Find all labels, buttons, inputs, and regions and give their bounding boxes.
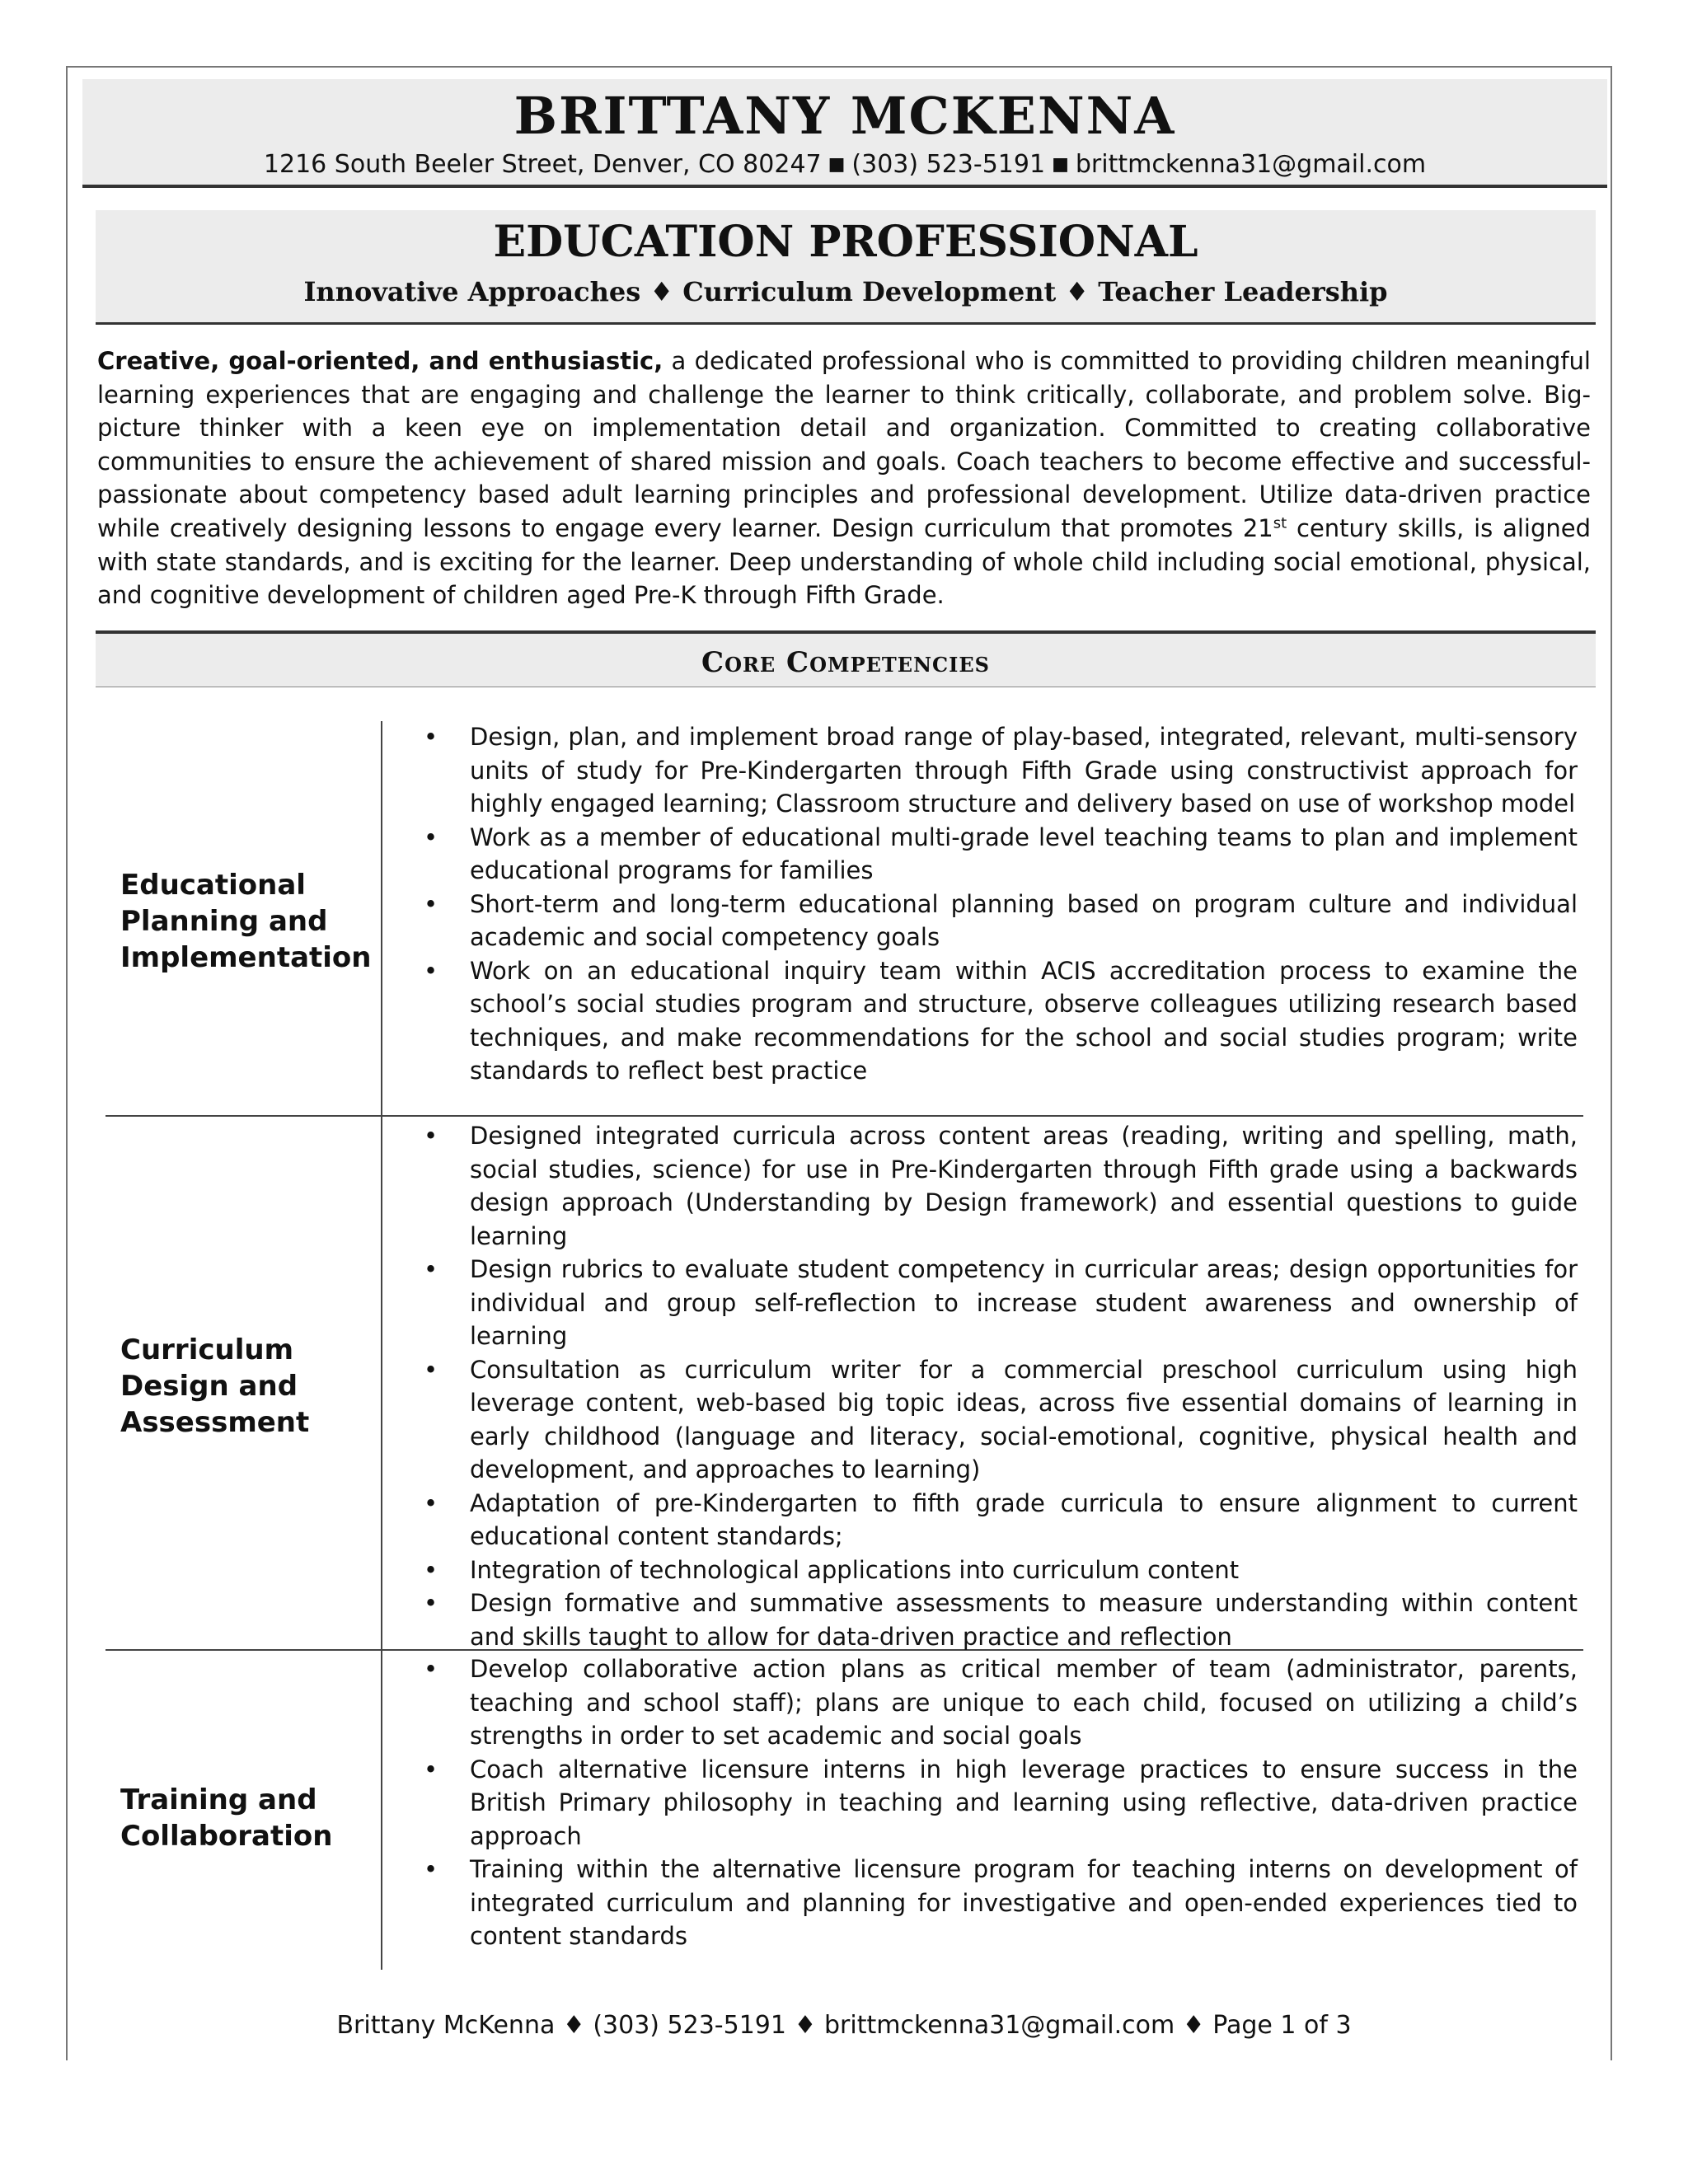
bullet: • (424, 723, 438, 751)
bullet: • (424, 1122, 438, 1150)
bullet: • (424, 1755, 438, 1783)
list-item: • Work as a member of educational multi-grade level teaching teams to plan and implement educational programs for families (412, 821, 1578, 888)
separator-square: ■ (1052, 154, 1069, 175)
competency-list (412, 720, 1578, 1088)
professional-subtitle: Innovative Approaches ♦ Curriculum Development ♦ Teacher Leadership (303, 276, 1388, 307)
footer-email-link[interactable]: brittmckenna31@gmail.com (823, 2011, 1175, 2040)
summary-text-part2: century skills, is aligned with state standards, and is exciting for the learner. Deep understanding of whole child including social emotional, physical, and cognitive development of children aged Pre-K through Fifth Grade. (97, 513, 1591, 610)
table-column-divider (381, 721, 382, 1970)
list-item: • Short-term and long-term educational planning based on program culture and individual academic and social competency goals (412, 888, 1578, 954)
page-footer (0, 2011, 1688, 2040)
address: 1216 South Beeler Street, Denver, CO 80247 (263, 150, 822, 179)
bullet: • (424, 823, 438, 851)
footer-name: Brittany McKenna (336, 2011, 556, 2040)
list-item: • Design rubrics to evaluate student competency in curricular areas; design opportunities for individual and group self-reflection to increase student awareness and ownership of learning (412, 1253, 1578, 1353)
header-divider (82, 185, 1607, 188)
candidate-name: BRITTANY MCKENNA (513, 86, 1176, 146)
contact-line (82, 148, 1607, 181)
bullet: • (424, 889, 438, 918)
category-label: Training and Collaboration (120, 1783, 333, 1853)
list-item: • Design, plan, and implement broad range of play-based, integrated, relevant, multi-sensory units of study for Pre-Kindergarten through Fifth Grade using constructivist approach for highly engaged learning; Classroom structure and delivery based on use of workshop model (412, 720, 1578, 821)
list-item: • Consultation as curriculum writer for a commercial preschool curriculum using high leverage content, web-based big topic ideas, across five essential domains of learning in early childhood (language and literacy, social-emotional, cognitive, physical health and development, and approaches to learning) (412, 1353, 1578, 1487)
separator-square: ■ (828, 154, 846, 175)
competency-list (412, 1652, 1578, 1953)
bullet: • (424, 1855, 438, 1883)
list-item: • Designed integrated curricula across content areas (reading, writing and spelling, math, social studies, science) for use in Pre-Kindergarten through Fifth grade using a backwards design approach (Understanding by Design framework) and essential questions to guide learning (412, 1119, 1578, 1253)
email-link[interactable]: brittmckenna31@gmail.com (1075, 150, 1427, 179)
name-header (82, 79, 1607, 185)
list-item: • Training within the alternative licensure program for teaching interns on development of integrated curriculum and planning for investigative and open-ended experiences tied to content standards (412, 1853, 1578, 1953)
title-divider (96, 322, 1596, 325)
footer-separator: ♦ (794, 2011, 817, 2040)
category-label: Educational Planning and Implementation (120, 869, 372, 974)
phone: (303) 523-5191 (851, 150, 1046, 179)
summary-paragraph (97, 344, 1591, 612)
competency-list (412, 1119, 1578, 1653)
list-item: • Develop collaborative action plans as critical member of team (administrator, parents, teaching and school staff); plans are unique to each child, focused on utilizing a child’s strengths in order to set academic and social goals (412, 1652, 1578, 1753)
section-heading: Core Competencies (701, 646, 990, 679)
category-label: Curriculum Design and Assessment (120, 1333, 310, 1439)
footer-separator: ♦ (562, 2011, 585, 2040)
bullet: • (424, 1355, 438, 1384)
list-item: • Work on an educational inquiry team within ACIS accreditation process to examine the school’s social studies program and structure, observe colleagues utilizing research based techniques, and make recommendations for the school and social studies program; write standards to reflect best practice (412, 954, 1578, 1088)
title-block (96, 210, 1596, 322)
summary-text-part1: a dedicated professional who is committed to providing children meaningful learning experiences that are engaging and challenge the learner to think critically, collaborate, and problem solve. Big-picture thinker with a keen eye on implementation detail and organization. Committed to creating collaborative communities to ensure the achievement of shared mission and goals. Coach teachers to become effective and successful-passionate about competency based adult learning principles and professional development. Utilize data-driven practice while creatively designing lessons to engage every learner. Design curriculum that promotes 21 (97, 347, 1591, 542)
table-row-divider (106, 1115, 1583, 1117)
page-number: Page 1 of 3 (1212, 2011, 1352, 2040)
bullet: • (424, 1555, 438, 1584)
summary-superscript: st (1273, 514, 1287, 532)
footer-separator: ♦ (1182, 2011, 1205, 2040)
bullet: • (424, 956, 438, 985)
list-item: • Adaptation of pre-Kindergarten to fifth grade curricula to ensure alignment to current educational content standards; (412, 1487, 1578, 1554)
bullet: • (424, 1255, 438, 1283)
footer-phone: (303) 523-5191 (593, 2011, 786, 2040)
list-item: • Integration of technological applications into curriculum content (412, 1554, 1578, 1587)
bullet: • (424, 1589, 438, 1617)
list-item: • Coach alternative licensure interns in high leverage practices to ensure success in the British Primary philosophy in teaching and learning using reflective, data-driven practice approach (412, 1753, 1578, 1854)
bullet: • (424, 1488, 438, 1517)
bullet: • (424, 1655, 438, 1683)
core-heading-band (96, 634, 1596, 687)
list-item: • Design formative and summative assessments to measure understanding within content and skills taught to allow for data-driven practice and reflection (412, 1586, 1578, 1653)
summary-lead: Creative, goal-oriented, and enthusiastic, (97, 347, 663, 375)
professional-title: EDUCATION PROFESSIONAL (493, 217, 1198, 267)
